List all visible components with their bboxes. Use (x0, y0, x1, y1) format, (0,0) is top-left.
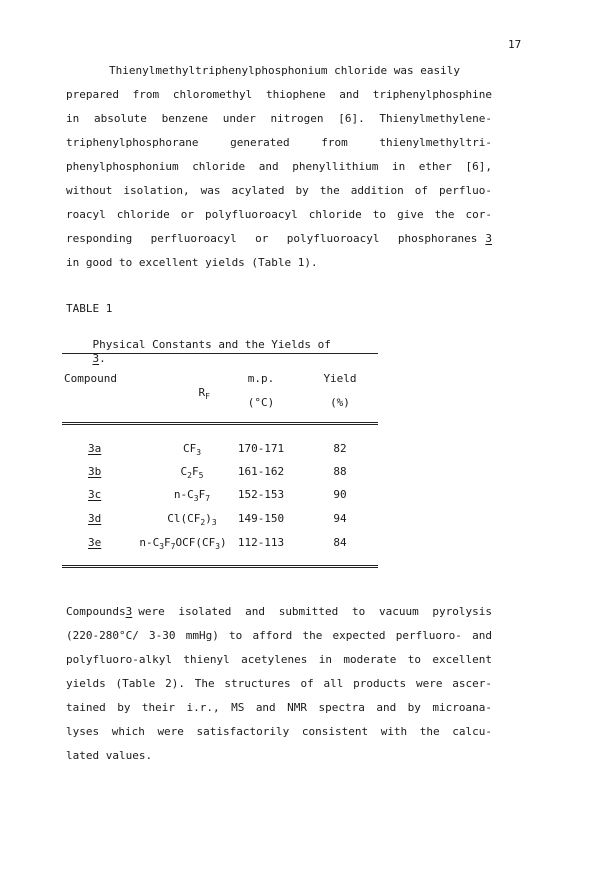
row-rf: $n-C_3F_7OCF(CF_3)$ (139, 536, 227, 551)
row-compound: 3c (88, 488, 102, 501)
para1-line-3: in absolute benzene under nitrogen [6]. Thienylmethylene- (66, 112, 492, 125)
header-rf-main: R (198, 386, 206, 399)
header-yield-unit: (%) (330, 396, 350, 409)
para1-line-2: prepared from chloromethyl thiophene and triphenylphosphine (66, 88, 492, 101)
row-yield: 82 (333, 442, 347, 455)
row-yield: 94 (333, 512, 347, 525)
row-rf: $Cl(CF_2)_3$ (167, 512, 217, 527)
row-compound: 3b (88, 465, 102, 478)
para2-line-7: lated values. (66, 749, 153, 762)
para1-line-4: triphenylphosphorane generated from thienylmethyltri- (66, 136, 492, 149)
row-yield: 90 (333, 488, 347, 501)
row-mp: 149-150 (237, 512, 285, 525)
row-rf: $n-C_3F_7$ (173, 488, 211, 503)
table-header-rule (62, 422, 378, 425)
table-top-rule (62, 353, 378, 354)
row-yield: 84 (333, 536, 347, 549)
row-mp: 170-171 (237, 442, 285, 455)
header-mp-unit: (°C) (247, 396, 275, 409)
row-mp: 161-162 (237, 465, 285, 478)
row-yield: 88 (333, 465, 347, 478)
para2-line-1 (66, 605, 492, 619)
para1-line-8-text: responding perfluoroacyl or polyfluoroacyl phosphoranes (66, 232, 478, 245)
row-mp: 152-153 (237, 488, 285, 501)
table-caption-end: . (99, 352, 106, 365)
para2-line-6: lyses which were satisfactorily consistent with the calcu- (66, 725, 492, 738)
para2-line-4: yields (Table 2). The structures of all products were ascer- (66, 677, 492, 690)
row-rf: $C_2F_5$ (180, 465, 204, 480)
para2-word-compounds: Compounds (66, 605, 126, 618)
table-caption-ref: 3 (92, 352, 100, 365)
para2-line-2: (220-280°C/ 3-30 mmHg) to afford the expected perfluoro- and (66, 629, 492, 642)
page-number: 17 (508, 38, 522, 51)
header-mp: m.p. (247, 372, 275, 385)
table-label: TABLE 1 (66, 302, 113, 315)
row-rf: $CF_3$ (182, 442, 202, 457)
para1-line-9: in good to excellent yields (Table 1). (66, 256, 318, 269)
row-mp: 112-113 (237, 536, 285, 549)
header-rf-sub: F (205, 392, 210, 401)
table-caption-text: Physical Constants and the Yields of (92, 338, 331, 351)
para2-line-1-rest: were isolated and submitted to vacuum pyrolysis (138, 605, 492, 618)
header-rf (172, 372, 210, 414)
row-compound: 3a (88, 442, 102, 455)
para1-line-1: Thienylmethyltriphenylphosphonium chloride was easily (109, 64, 460, 77)
header-compound: Compound (64, 372, 117, 385)
para1-line-8 (66, 232, 492, 246)
para1-line-7: roacyl chloride or polyfluoroacyl chloride to give the cor- (66, 208, 492, 221)
compound-ref-3: 3 (485, 232, 492, 245)
header-yield: Yield (323, 372, 357, 385)
para2-line-3: polyfluoro-alkyl thienyl acetylenes in moderate to excellent (66, 653, 492, 666)
para1-line-6: without isolation, was acylated by the addition of perfluo- (66, 184, 492, 197)
row-compound: 3d (88, 512, 102, 525)
para2-line-5: tained by their i.r., MS and NMR spectra and by microana- (66, 701, 492, 714)
row-compound: 3e (88, 536, 102, 549)
table-bottom-rule (62, 565, 378, 568)
para2-compound-ref: 3 (125, 605, 133, 618)
para1-line-5: phenylphosphonium chloride and phenyllithium in ether [6], (66, 160, 492, 173)
